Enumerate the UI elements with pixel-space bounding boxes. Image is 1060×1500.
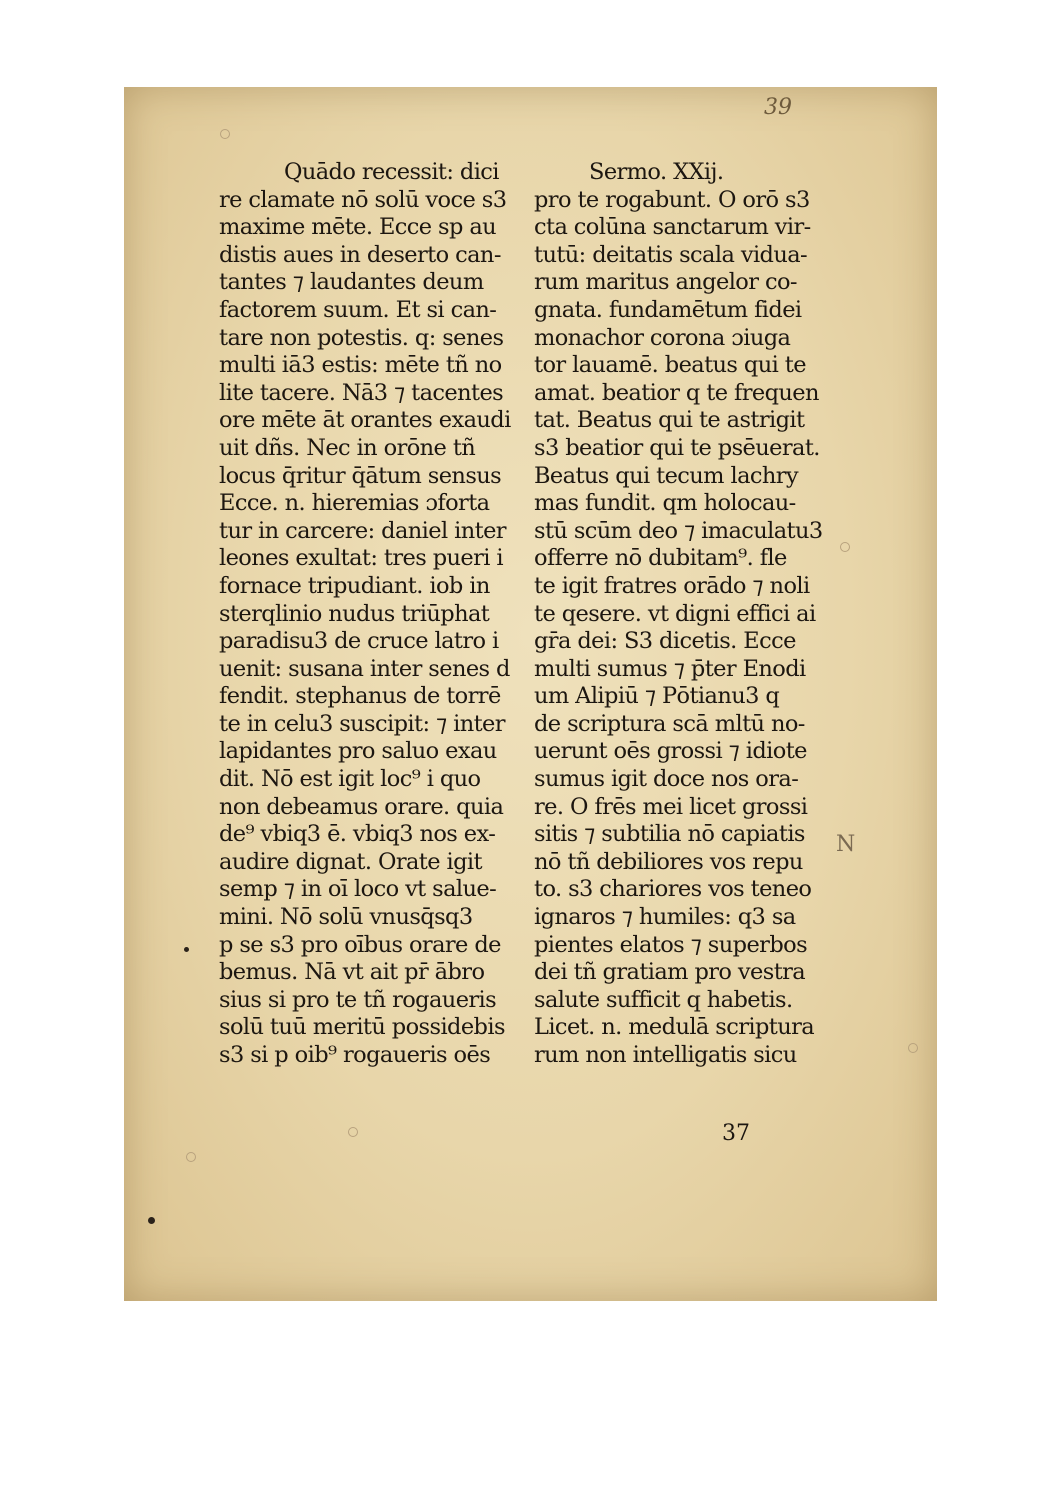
text-line: fendit. stephanus de torrē	[219, 683, 501, 710]
text-line: pro te rogabunt. O orō s3	[534, 186, 810, 213]
text-line: ignaros ⁊ humiles: q3 sa	[534, 904, 796, 931]
wormhole-mark	[348, 1127, 358, 1137]
text-line: fornace tripudiant. iob in	[219, 572, 490, 599]
signature-mark: 37	[722, 1121, 750, 1146]
text-line: uenit: susana inter senes d	[219, 655, 510, 682]
text-line: p se s3 pro oībus orare de	[219, 931, 501, 958]
manuscript-page	[124, 87, 937, 1301]
text-line: uerunt oēs grossi ⁊ idiote	[534, 738, 807, 765]
text-line: non debeamus orare. quia	[219, 793, 504, 820]
text-line: multi sumus ⁊ p̄ter Enodi	[534, 655, 806, 682]
margin-note: N	[836, 832, 856, 857]
text-line: leones exultat: tres pueri i	[219, 545, 504, 572]
text-line: Quādo recessit: dici	[284, 159, 499, 185]
text-line: re. O frēs mei licet grossi	[534, 793, 808, 820]
text-line: locus q̄ritur q̄ātum sensus	[219, 462, 502, 489]
text-line: maxime mēte. Ecce sp au	[219, 214, 497, 241]
text-line: monachor corona ɔiuga	[534, 324, 791, 351]
text-line: re clamate nō solū voce s3	[219, 186, 507, 213]
text-line: rum non intelligatis sicu	[534, 1042, 797, 1068]
text-line: s3 si p oib⁹ rogaueris oēs	[219, 1042, 491, 1068]
right-text-column	[534, 159, 834, 1070]
text-line: rum maritus angelor co-	[534, 269, 797, 296]
text-line: distis aues in deserto can-	[219, 241, 501, 268]
text-line: de⁹ vbiq3 ē. vbiq3 nos ex-	[219, 821, 496, 848]
text-line: lite tacere. Nā3 ⁊ tacentes	[219, 379, 504, 406]
text-line: ore mēte āt orantes exaudi	[219, 407, 511, 434]
text-line: paradisu3 de cruce latro i	[219, 628, 499, 655]
text-line: offerre nō dubitam⁹. fle	[534, 545, 787, 572]
text-line: nō tñ debiliores vos repu	[534, 848, 803, 875]
text-line: salute sufficit q habetis.	[534, 986, 793, 1013]
text-line: te in celu3 suscipit: ⁊ inter	[219, 710, 505, 737]
text-line: Sermo. XXij.	[589, 159, 724, 185]
text-line: tare non potestis. q: senes	[219, 324, 504, 351]
text-line: dit. Nō est igit loc⁹ i quo	[219, 766, 481, 793]
text-line: de scriptura scā mltū no-	[534, 710, 805, 737]
text-line: tutū: deitatis scala vidua-	[534, 241, 808, 268]
text-line: um Alipiū ⁊ Pōtianu3 q	[534, 683, 780, 710]
text-line: amat. beatior q te frequen	[534, 379, 819, 406]
text-line: Licet. n. medulā scriptura	[534, 1014, 815, 1041]
text-line: mas fundit. qm holocau-	[534, 490, 796, 517]
text-line: gr̄a dei: S3 dicetis. Ecce	[534, 628, 796, 655]
text-line: tantes ⁊ laudantes deum	[219, 269, 484, 296]
text-line: tat. Beatus qui te astrigit	[534, 407, 805, 434]
ink-spot	[148, 1217, 155, 1224]
wormhole-mark	[186, 1152, 196, 1162]
text-line: dei tñ gratiam pro vestra	[534, 959, 806, 986]
text-line: gnata. fundamētum fidei	[534, 296, 802, 323]
left-text-column	[219, 159, 519, 1070]
wormhole-mark	[220, 129, 230, 139]
text-line: audire dignat. Orate igit	[219, 848, 482, 875]
ink-spot	[184, 947, 189, 952]
text-line: lapidantes pro saluo exau	[219, 738, 497, 765]
text-line: uit dñs. Nec in orōne tñ	[219, 434, 476, 461]
text-line: sitis ⁊ subtilia nō capiatis	[534, 821, 805, 848]
text-line: tor lauamē. beatus qui te	[534, 352, 806, 379]
text-line: tur in carcere: daniel inter	[219, 517, 506, 544]
text-line: sius si pro te tñ rogaueris	[219, 986, 497, 1013]
text-line: multi iā3 estis: mēte tñ no	[219, 352, 502, 379]
text-line: mini. Nō solū vnusq̄sq3	[219, 904, 473, 931]
text-line: sterqlinio nudus triūphat	[219, 600, 490, 627]
folio-number: 39	[764, 95, 792, 120]
text-line: bemus. Nā vt ait pr̄ ābro	[219, 959, 485, 986]
text-line: solū tuū meritū possidebis	[219, 1014, 505, 1041]
text-line: te qesere. vt digni effici ai	[534, 600, 816, 627]
wormhole-mark	[840, 542, 850, 552]
text-line: Beatus qui tecum lachry	[534, 462, 799, 489]
text-line: sumus igit doce nos ora-	[534, 766, 799, 793]
text-line: to. s3 chariores vos teneo	[534, 876, 812, 903]
text-line: factorem suum. Et si can-	[219, 296, 497, 323]
text-line: te igit fratres orādo ⁊ noli	[534, 572, 810, 599]
wormhole-mark	[908, 1043, 918, 1053]
text-line: Ecce. n. hieremias ɔforta	[219, 490, 490, 517]
text-line: pientes elatos ⁊ superbos	[534, 931, 808, 958]
text-line: s3 beatior qui te psēuerat.	[534, 434, 820, 461]
text-line: stū scūm deo ⁊ imaculatu3	[534, 517, 823, 544]
text-line: semp ⁊ in oī loco vt salue-	[219, 876, 497, 903]
text-line: cta colūna sanctarum vir-	[534, 214, 811, 241]
